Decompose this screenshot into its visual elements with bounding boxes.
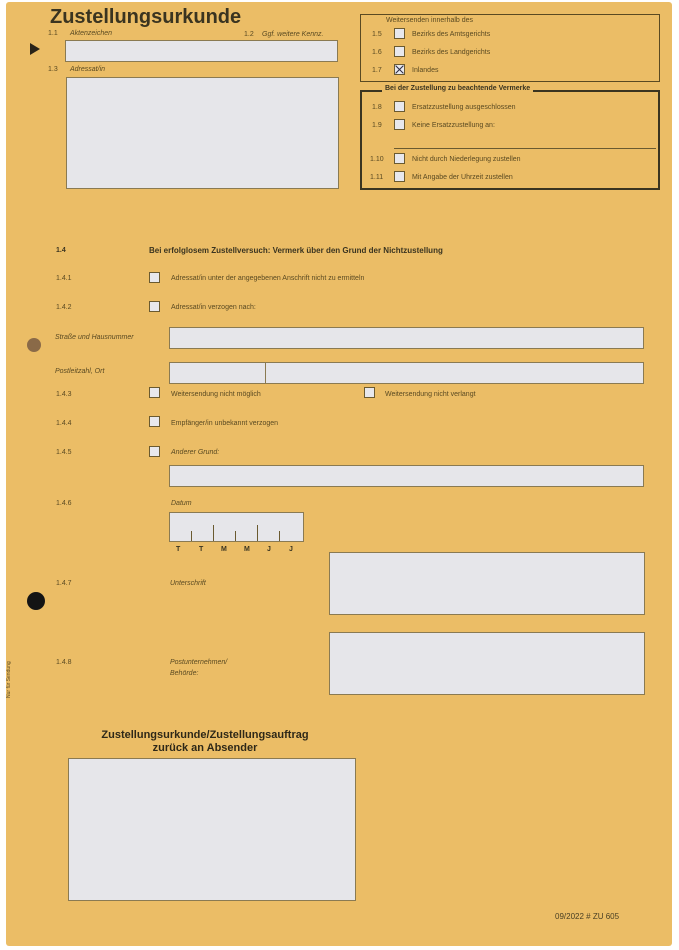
label-1-11: Mit Angabe der Uhrzeit zustellen	[412, 174, 513, 181]
punch-hole	[27, 592, 45, 610]
post-company-field[interactable]	[329, 632, 645, 695]
other-reason-field[interactable]	[169, 465, 644, 487]
num-1-4-4: 1.4.4	[56, 420, 72, 427]
sender-address-field[interactable]	[68, 758, 356, 901]
label-1-4-1: Adressat/in unter der angegebenen Anschrift nicht zu ermitteln	[171, 275, 365, 282]
post-label-1: Postunternehmen/	[170, 659, 228, 666]
checkbox-1-5[interactable]	[394, 28, 405, 39]
form-id: 09/2022 # ZU 605	[555, 912, 620, 921]
checkbox-1-6[interactable]	[394, 46, 405, 57]
num-1-4-2: 1.4.2	[56, 304, 72, 311]
date-letter-2: T	[199, 546, 204, 553]
forwarding-box	[360, 14, 660, 82]
num-1-4-1: 1.4.1	[56, 275, 72, 282]
city-field[interactable]	[265, 362, 644, 384]
forwarding-heading: Weitersenden innerhalb des	[386, 17, 474, 24]
date-tick-1	[191, 531, 192, 541]
checkbox-1-9[interactable]	[394, 119, 405, 130]
date-field[interactable]	[169, 512, 304, 542]
section-1-4-heading: Bei erfolglosem Zustellversuch: Vermerk über den Grund der Nichtzustellung	[149, 246, 443, 255]
adressat-field[interactable]	[66, 77, 339, 189]
return-heading-2: zurück an Absender	[152, 742, 258, 754]
label-1-4-3a: Weitersendung nicht möglich	[171, 391, 261, 398]
street-label: Straße und Hausnummer	[55, 334, 134, 341]
date-tick-5	[279, 531, 280, 541]
label-1-4-4: Empfänger/in unbekannt verzogen	[171, 420, 279, 427]
num-1-7: 1.7	[372, 67, 382, 74]
punch-hole-marker	[27, 338, 41, 352]
remarks-heading: Bei der Zustellung zu beachtende Vermerke	[382, 85, 533, 92]
checkbox-1-4-3a[interactable]	[149, 387, 160, 398]
form-title: Zustellungsurkunde	[50, 6, 242, 28]
num-1-6: 1.6	[372, 49, 382, 56]
date-letter-3: M	[221, 546, 227, 553]
date-tick-3	[235, 531, 236, 541]
checkbox-1-11[interactable]	[394, 171, 405, 182]
signature-field[interactable]	[329, 552, 645, 615]
num-1-8: 1.8	[372, 104, 382, 111]
num-1-10: 1.10	[370, 156, 384, 163]
plz-label: Postleitzahl, Ort	[55, 368, 105, 375]
checkbox-1-10[interactable]	[394, 153, 405, 164]
kennz-label: Ggf. weitere Kennz.	[262, 31, 324, 38]
checkbox-1-4-5[interactable]	[149, 446, 160, 457]
num-1-3: 1.3	[48, 66, 58, 73]
num-1-4-3: 1.4.3	[56, 391, 72, 398]
adressat-label: Adressat/in	[70, 66, 106, 73]
date-letter-6: J	[289, 546, 293, 553]
date-letter-1: T	[176, 546, 181, 553]
checkbox-1-4-1[interactable]	[149, 272, 160, 283]
label-1-9: Keine Ersatzzustellung an:	[412, 122, 495, 129]
checkbox-1-4-2[interactable]	[149, 301, 160, 312]
unterschrift-label: Unterschrift	[170, 580, 206, 587]
checkbox-1-4-3b[interactable]	[364, 387, 375, 398]
num-1-4-6: 1.4.6	[56, 500, 72, 507]
num-1-5: 1.5	[372, 31, 382, 38]
side-label	[4, 620, 14, 700]
checkbox-1-4-4[interactable]	[149, 416, 160, 427]
num-1-4-5: 1.4.5	[56, 449, 72, 456]
label-1-4-2: Adressat/in verzogen nach:	[171, 304, 256, 311]
num-1-4-8: 1.4.8	[56, 659, 72, 666]
label-1-5: Bezirks des Amtsgerichts	[412, 31, 491, 38]
num-1-9: 1.9	[372, 122, 382, 129]
plz-field[interactable]	[169, 362, 266, 384]
label-1-7: Inlandes	[412, 67, 439, 74]
checkbox-1-8[interactable]	[394, 101, 405, 112]
street-field[interactable]	[169, 327, 644, 349]
aktenzeichen-field[interactable]	[65, 40, 338, 62]
side-text: Nur für Sendung	[6, 661, 12, 698]
date-tick-2	[213, 525, 214, 541]
datum-label: Datum	[171, 500, 192, 507]
label-1-10: Nicht durch Niederlegung zustellen	[412, 156, 521, 163]
date-letter-4: M	[244, 546, 250, 553]
date-letter-5: J	[267, 546, 271, 553]
label-1-4-3b: Weitersendung nicht verlangt	[385, 391, 476, 398]
label-1-8: Ersatzzustellung ausgeschlossen	[412, 104, 516, 111]
arrow-marker-icon	[30, 43, 40, 55]
remarks-divider	[394, 148, 656, 149]
label-1-6: Bezirks des Landgerichts	[412, 49, 491, 56]
num-1-1: 1.1	[48, 30, 58, 37]
return-heading-1: Zustellungsurkunde/Zustellungsauftrag	[101, 729, 309, 741]
num-1-2: 1.2	[244, 31, 254, 38]
date-tick-4	[257, 525, 258, 541]
num-1-4: 1.4	[56, 247, 66, 254]
num-1-11: 1.11	[370, 174, 384, 181]
checkbox-1-7[interactable]	[394, 64, 405, 75]
post-label-2: Behörde:	[170, 670, 199, 677]
num-1-4-7: 1.4.7	[56, 580, 72, 587]
aktenzeichen-label: Aktenzeichen	[70, 30, 113, 37]
label-1-4-5: Anderer Grund:	[171, 449, 220, 456]
